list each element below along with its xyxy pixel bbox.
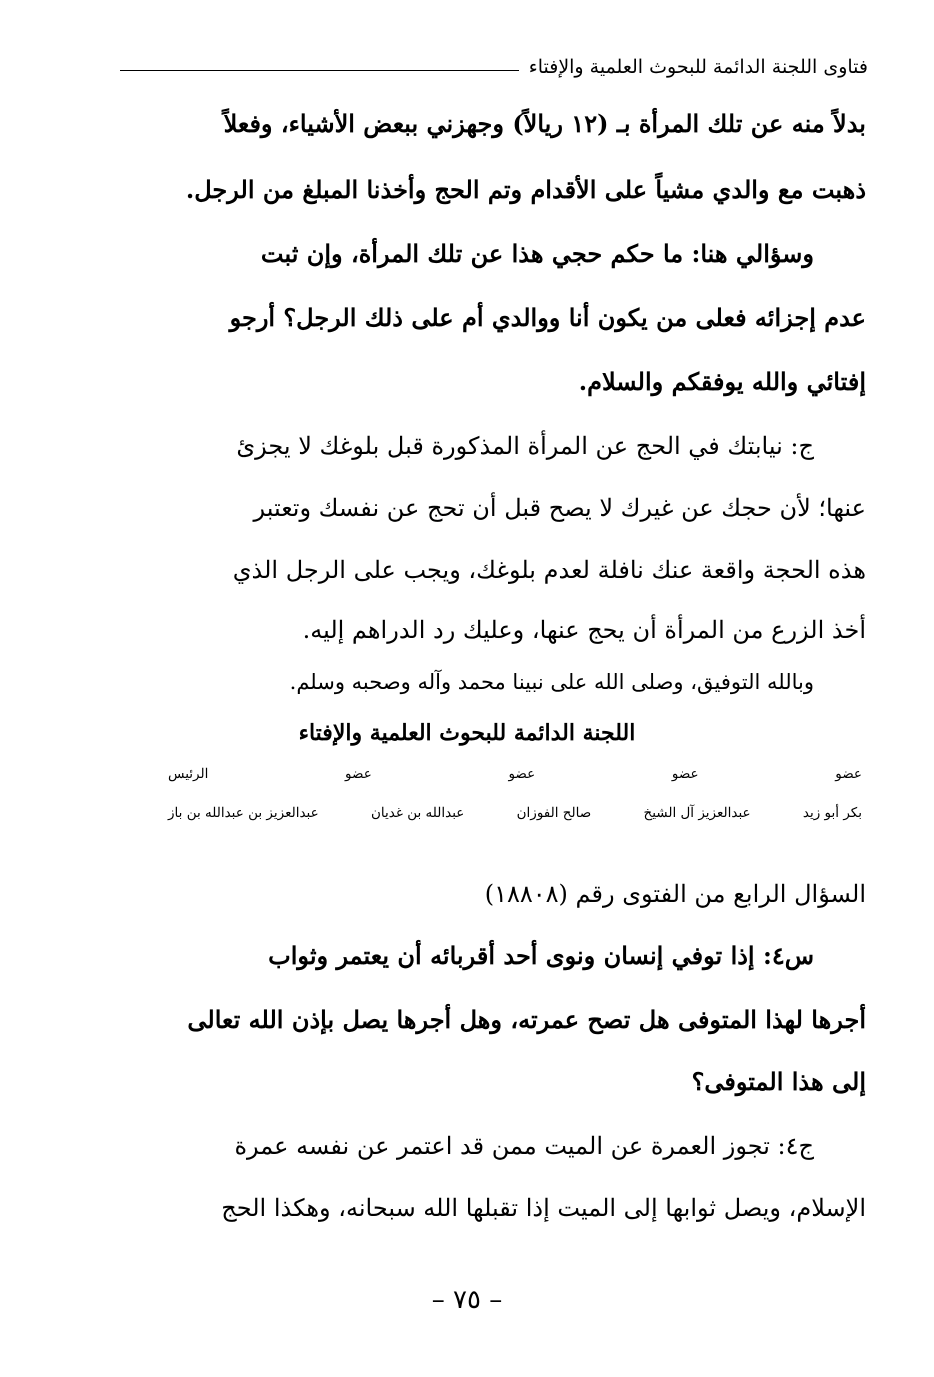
committee-title: اللجنة الدائمة للبحوث العلمية والإفتاء — [298, 720, 636, 746]
role-label: عضو — [835, 766, 862, 782]
header-rule — [120, 70, 519, 71]
answer2-line: الإسلام، ويصل ثوابها إلى الميت إذا تقبلها الله سبحانه، وهكذا الحج — [221, 1194, 866, 1222]
role-label: عضو — [345, 766, 372, 782]
member-name: عبدالله بن غديان — [370, 805, 465, 821]
member-name: عبدالعزيز آل الشيخ — [643, 805, 751, 821]
member-name: بكر أبو زيد — [802, 805, 862, 821]
running-header — [120, 52, 868, 82]
question2-line: س٤: إذا توفي إنسان ونوى أحد أقربائه أن يعتمر وثواب — [268, 941, 814, 970]
role-label: عضو — [671, 766, 699, 782]
role-label: عضو — [508, 766, 536, 782]
header-title: فتاوى اللجنة الدائمة للبحوث العلمية والإفتاء — [528, 56, 868, 78]
answer-line: أخذ الزرع من المرأة أن يحج عنها، وعليك رد الدراهم إليه. — [302, 616, 866, 644]
answer-line: ج: نيابتك في الحج عن المرأة المذكورة قبل بلوغك لا يجزئ — [236, 432, 814, 460]
committee-names — [168, 805, 862, 821]
question-line: ذهبت مع والدي مشياً على الأقدام وتم الحج وأخذنا المبلغ من الرجل. — [185, 175, 866, 204]
answer2-line: ج٤: تجوز العمرة عن الميت ممن قد اعتمر عن نفسه عمرة — [234, 1132, 814, 1160]
answer-line: عنها؛ لأن حجك عن غيرك لا يصح قبل أن تحج عن نفسك وتعتبر — [253, 494, 866, 522]
answer-line: هذه الحجة واقعة عنك نافلة لعدم بلوغك، ويجب على الرجل الذي — [232, 556, 866, 584]
page-number: – ٧٥ – — [431, 1285, 503, 1315]
committee-roles — [168, 766, 862, 782]
fatwa-reference: السؤال الرابع من الفتوى رقم (١٨٨٠٨) — [484, 880, 866, 908]
member-name: صالح الفوزان — [516, 805, 592, 821]
question-line: إفتائي والله يوفقكم والسلام. — [578, 367, 866, 396]
question-line: وسؤالي هنا: ما حكم حجي هذا عن تلك المرأة، وإن ثبت — [260, 239, 814, 268]
question-line: عدم إجزائه فعلى من يكون أنا ووالدي أم على ذلك الرجل؟ أرجو — [229, 303, 866, 332]
question2-line: إلى هذا المتوفى؟ — [691, 1067, 866, 1096]
question-line: بدلاً منه عن تلك المرأة بـ (١٢ ريالاً) وجهزني ببعض الأشياء، وفعلاً — [223, 109, 866, 138]
closing-line: وبالله التوفيق، وصلى الله على نبينا محمد وآله وصحبه وسلم. — [289, 670, 814, 694]
role-label: الرئيس — [168, 766, 209, 782]
member-name: عبدالعزيز بن عبدالله بن باز — [168, 805, 319, 821]
question2-line: أجرها لهذا المتوفى هل تصح عمرته، وهل أجرها يصل بإذن الله تعالى — [187, 1005, 866, 1034]
